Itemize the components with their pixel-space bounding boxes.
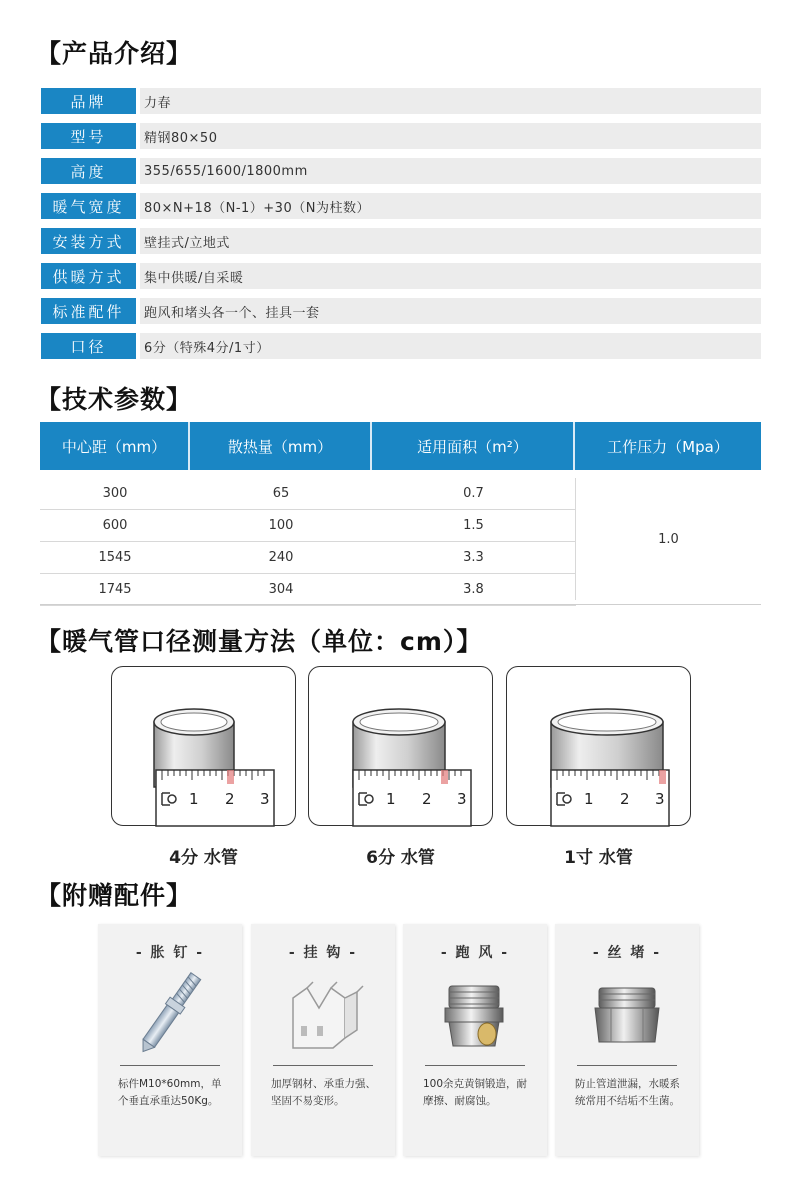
intro-label: 安装方式 bbox=[41, 228, 136, 254]
accessory-title: - 胀 钉 - bbox=[135, 945, 205, 961]
intro-value: 355/655/1600/1800mm bbox=[140, 158, 761, 184]
tech-header-row bbox=[40, 422, 761, 470]
pipe-ruler-illustration bbox=[507, 667, 692, 827]
table-cell: 3.8 bbox=[463, 582, 484, 597]
intro-row bbox=[41, 228, 761, 254]
table-row bbox=[40, 478, 576, 510]
table-row bbox=[40, 510, 576, 542]
table-row bbox=[40, 542, 576, 574]
measure-card-4fen bbox=[111, 666, 296, 826]
accessory-title: - 挂 钩 - bbox=[288, 945, 358, 961]
divider bbox=[40, 604, 761, 605]
accessory-title: - 跑 风 - bbox=[440, 945, 510, 961]
intro-label: 品牌 bbox=[41, 88, 136, 114]
accessory-description: 标件M10*60mm，单个垂直承重达50Kg。 bbox=[118, 1078, 222, 1107]
plug-icon bbox=[577, 968, 677, 1058]
intro-value: 力春 bbox=[140, 88, 761, 114]
table-cell: 100 bbox=[268, 518, 294, 533]
intro-row bbox=[41, 298, 761, 324]
air-vent-icon bbox=[425, 968, 525, 1058]
measure-caption: 6分 水管 bbox=[366, 848, 435, 868]
tech-table bbox=[40, 422, 761, 610]
intro-row bbox=[41, 88, 761, 114]
intro-label: 高度 bbox=[41, 158, 136, 184]
table-cell: 1.5 bbox=[463, 518, 484, 533]
intro-value: 跑风和堵头各一个、挂具一套 bbox=[140, 298, 761, 324]
table-cell: 304 bbox=[268, 582, 294, 597]
intro-value: 集中供暖/自采暖 bbox=[140, 263, 761, 289]
intro-label: 型号 bbox=[41, 123, 136, 149]
pressure-cell: 1.0 bbox=[575, 478, 761, 600]
table-cell: 600 bbox=[102, 518, 128, 533]
tech-section-title: 【技术参数】 bbox=[36, 385, 193, 414]
intro-value: 精钢80×50 bbox=[140, 123, 761, 149]
measure-section-title: 【暖气管口径测量方法（单位：cm）】 bbox=[36, 627, 483, 656]
intro-label: 暖气宽度 bbox=[41, 193, 136, 219]
ruler-label: 2 bbox=[620, 790, 630, 808]
table-cell: 65 bbox=[272, 486, 290, 501]
intro-label: 口径 bbox=[41, 333, 136, 359]
table-cell: 240 bbox=[268, 550, 294, 565]
ruler-label: 3 bbox=[260, 790, 270, 808]
table-cell: 3.3 bbox=[463, 550, 484, 565]
accessory-title: - 丝 堵 - bbox=[592, 945, 662, 961]
accessory-card-hook bbox=[251, 924, 395, 1156]
intro-value: 6分（特殊4分/1寸） bbox=[140, 333, 761, 359]
intro-section-title: 【产品介绍】 bbox=[36, 39, 193, 68]
ruler-label: 1 bbox=[386, 790, 396, 808]
pipe-ruler-illustration bbox=[309, 667, 494, 827]
tech-header-cell: 中心距（mm） bbox=[40, 422, 190, 470]
hook-bracket-icon bbox=[273, 968, 373, 1058]
pipe-ruler-illustration bbox=[112, 667, 297, 827]
table-cell: 300 bbox=[102, 486, 128, 501]
divider bbox=[425, 1065, 525, 1066]
table-cell: 0.7 bbox=[463, 486, 484, 501]
measure-card-6fen bbox=[308, 666, 493, 826]
tech-header-cell: 散热量（mm） bbox=[190, 422, 372, 470]
divider bbox=[273, 1065, 373, 1066]
accessory-description: 100余克黄铜锻造，耐摩擦、耐腐蚀。 bbox=[423, 1078, 528, 1107]
table-cell: 1545 bbox=[98, 550, 132, 565]
intro-row bbox=[41, 193, 761, 219]
ruler-label: 3 bbox=[457, 790, 467, 808]
divider bbox=[577, 1065, 677, 1066]
ruler-label: 3 bbox=[655, 790, 665, 808]
intro-row bbox=[41, 333, 761, 359]
accessory-card-air-vent bbox=[403, 924, 547, 1156]
measure-caption: 4分 水管 bbox=[169, 848, 238, 868]
accessory-card-expansion-bolt bbox=[98, 924, 242, 1156]
intro-table bbox=[41, 88, 761, 368]
divider bbox=[120, 1065, 220, 1066]
expansion-bolt-icon bbox=[120, 968, 220, 1058]
intro-label: 供暖方式 bbox=[41, 263, 136, 289]
tech-header-cell: 工作压力（Mpa） bbox=[607, 437, 729, 456]
table-row bbox=[40, 574, 576, 606]
ruler-label: 1 bbox=[584, 790, 594, 808]
tech-header-cell: 适用面积（m²） bbox=[372, 422, 575, 470]
ruler-label: 2 bbox=[422, 790, 432, 808]
accessory-description: 加厚钢材、承重力强、坚固不易变形。 bbox=[271, 1078, 376, 1107]
tech-body bbox=[40, 478, 761, 610]
measure-card-1cun bbox=[506, 666, 691, 826]
intro-value: 80×N+18（N-1）+30（N为柱数） bbox=[140, 193, 761, 219]
intro-row bbox=[41, 263, 761, 289]
measure-caption: 1寸 水管 bbox=[564, 848, 633, 868]
accessory-card-plug bbox=[555, 924, 699, 1156]
ruler-label: 1 bbox=[189, 790, 199, 808]
accessories-section-title: 【附赠配件】 bbox=[36, 881, 193, 910]
table-cell: 1745 bbox=[98, 582, 132, 597]
intro-label: 标准配件 bbox=[41, 298, 136, 324]
ruler-label: 2 bbox=[225, 790, 235, 808]
intro-row bbox=[41, 158, 761, 184]
intro-value: 壁挂式/立地式 bbox=[140, 228, 761, 254]
intro-row bbox=[41, 123, 761, 149]
accessory-description: 防止管道泄漏，水暖系统常用不结垢不生菌。 bbox=[575, 1078, 680, 1107]
